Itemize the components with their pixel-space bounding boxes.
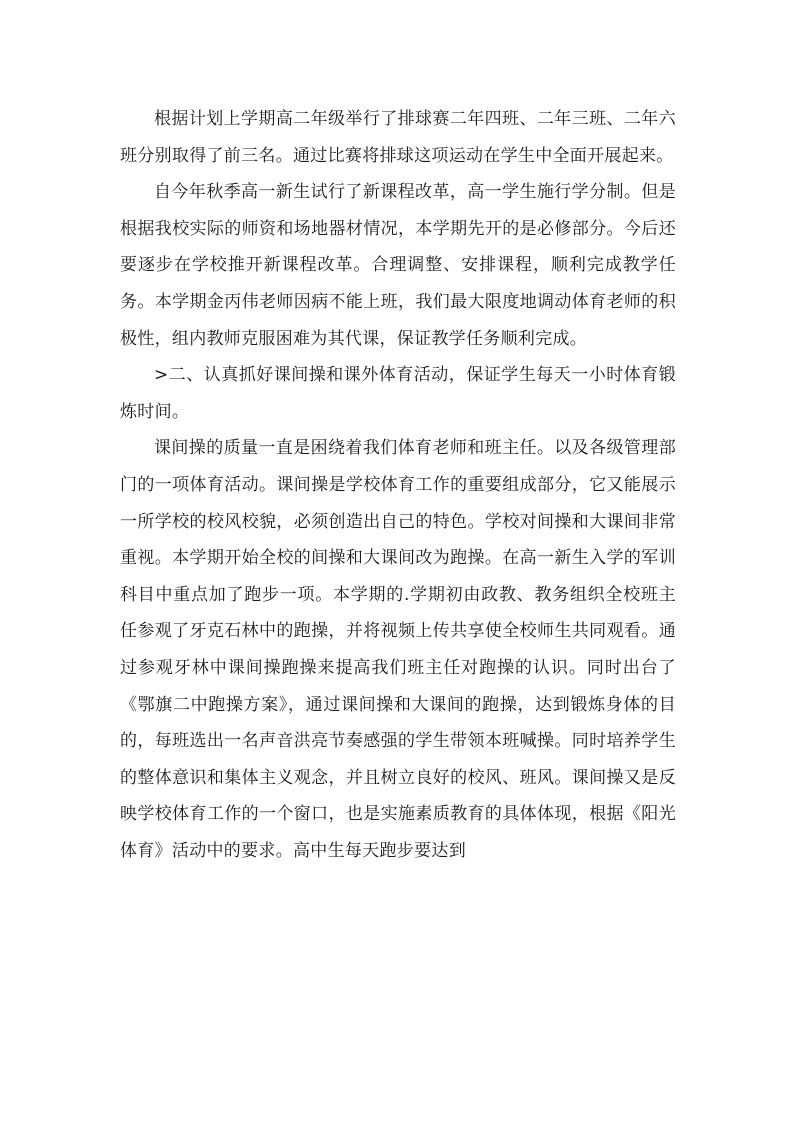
document-page [120, 101, 676, 869]
section-heading-exercise: >二、认真抓好课间操和课外体育活动，保证学生每天一小时体育锻炼时间。 [120, 365, 676, 422]
paragraph-curriculum-reform: 自今年秋季高一新生试行了新课程改革，高一学生施行学分制。但是根据我校实际的师资和场地器材情况，本学期先开的是必修部分。今后还要逐步在学校推开新课程改革。合理调整、安排课程，顺利完成教学任务。本学期金丙伟老师因病不能上班，我们最大限度地调动体育老师的积极性，组内教师克服困难为其代课，保证教学任务顺利完成。 [120, 182, 676, 349]
paragraph-break-exercise: 课间操的质量一直是困绕着我们体育老师和班主任。以及各级管理部门的一项体育活动。课间操是学校体育工作的重要组成部分，它又能展示一所学校的校风校貌，必须创造出自己的特色。学校对间操和大课间非常重视。本学期开始全校的间操和大课间改为跑操。在高一新生入学的军训科目中重点加了跑步一项。本学期的.学期初由政教、教务组织全校班主任参观了牙克石林中的跑操，并将视频上传共享使全校师生共同观看。通过参观牙林中课间操跑操来提高我们班主任对跑操的认识。同时出台了《鄂旗二中跑操方案》，通过课间操和大课间的跑操，达到锻炼身体的目的，每班选出一名声音洪亮节奏感强的学生带领本班喊操。同时培养学生的整体意识和集体主义观念，并且树立良好的校风、班风。课间操又是反映学校体育工作的一个窗口，也是实施素质教育的具体体现，根据《阳光体育》活动中的要求。高中生每天跑步要达到 [120, 438, 676, 861]
paragraph-volleyball-match: 根据计划上学期高二年级举行了排球赛二年四班、二年三班、二年六班分别取得了前三名。通过比赛将排球这项运动在学生中全面开展起来。 [120, 109, 676, 166]
